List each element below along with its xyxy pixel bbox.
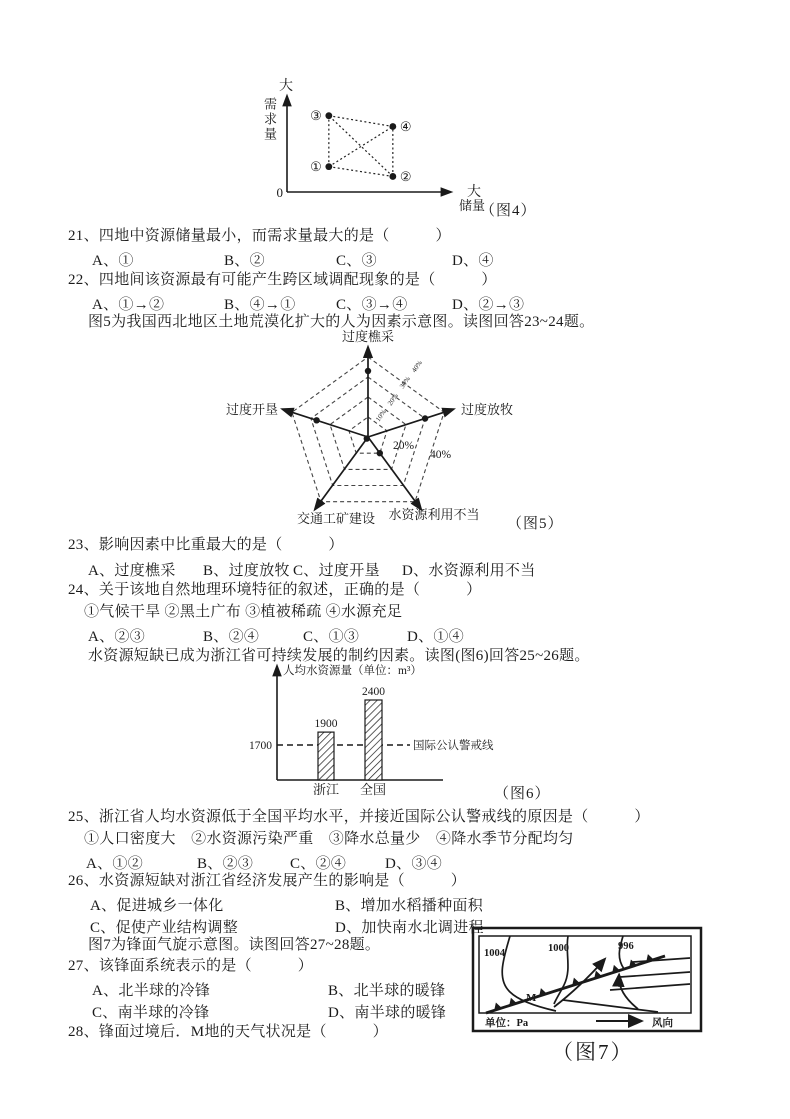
scatter-connection-line [329,126,393,166]
fig4-y-axis-label: 需求量 [262,97,277,142]
scatter-connection-line [329,116,393,127]
question-23-options [0,559,790,577]
q22-option-a: A、①→② [92,297,165,313]
q25-option-d: D、③④ [385,856,443,872]
fig6-category-zhejiang: 浙江 [312,782,340,797]
radar-label-bottom-right: 水资源利用不当 [388,507,480,522]
question-27-stem: 27、该锋面系统表示的是（ ） [68,958,314,974]
scatter-point-label: ④ [399,118,412,134]
radar-label-bottom-left: 交通工矿建设 [296,511,376,526]
figure5-intro: 图5为我国西北地区土地荒漠化扩大的人为因素示意图。读图回答23~24题。 [88,314,595,330]
q23-option-c: C、过度开垦 [293,563,380,579]
q26-option-d: D、加快南水北调进程 [335,920,484,936]
question-26-options-row1 [0,894,790,912]
wind-arrow-right [619,976,638,1009]
scatter-point-label: ① [310,159,322,175]
fig6-bar-zhejiang [318,732,334,780]
radar-ring-label-40: 40% [430,449,452,461]
q24-option-a: A、②③ [88,629,146,645]
fig7-point-m-label: M [526,992,537,1004]
radar-point-kaiken [313,417,319,423]
q21-option-a: A、① [92,253,134,269]
radar-point-fangmu [422,415,428,421]
radar-ring-label-20: 20% [393,440,415,452]
scatter-point-label: ② [399,168,412,184]
scatter-point [325,112,332,119]
q23-option-d: D、水资源利用不当 [402,563,536,579]
fig5-caption: （图5） [507,516,564,532]
q25-option-c: C、②④ [290,856,347,872]
q22-option-d: D、②→③ [452,297,525,313]
radar-point-qiaocai [365,368,371,374]
q21-option-d: D、④ [452,253,494,269]
q21-option-b: B、② [224,253,265,269]
fig7-unit-label: 单位：Pa [485,1018,529,1029]
svg-text:40%: 40% [410,359,425,375]
radar-sector-ring-labels [374,359,424,423]
svg-text:20%: 20% [386,392,401,408]
q25-option-b: B、②③ [197,856,254,872]
fig4-x-axis-label: 储量 [459,198,486,213]
question-25-subitems: ①人口密度大 ②水资源污染严重 ③降水总量少 ④降水季节分配均匀 [84,831,574,847]
q24-option-d: D、①④ [407,629,465,645]
question-28-stem: 28、锋面过境后．M地的天气状况是（ ） [68,1024,388,1040]
question-21-options [0,249,790,267]
question-21-stem: 21、四地中资源储量最小，而需求量最大的是（ ） [68,228,451,244]
fig6-value-national: 2400 [362,686,385,698]
q23-option-a: A、过度樵采 [88,563,176,579]
radar-point-shuiziyuan [377,450,383,456]
fig7-isobar-label-1000: 1000 [548,943,569,954]
fig6-axes [277,666,443,780]
q27-option-d: D、南半球的暖锋 [328,1005,447,1021]
fig6-warning-label: 国际公认警戒线 [413,740,494,752]
radar-label-top: 过度樵采 [341,329,395,344]
fig4-caption: （图4） [480,203,537,219]
question-26-stem: 26、水资源短缺对浙江省经济发展产生的影响是（ ） [68,873,467,889]
radar-label-left: 过度开垦 [225,402,278,417]
fig7-caption: （图7） [552,1040,634,1064]
scatter-point [389,173,396,180]
question-24-subitems: ①气候干旱 ②黑土广布 ③植被稀疏 ④水源充足 [84,604,403,620]
fig4-origin-label: 0 [276,185,283,200]
svg-text:10%: 10% [374,408,389,424]
q26-option-b: B、增加水稻播种面积 [335,898,484,914]
radar-label-right: 过度放牧 [461,402,514,417]
question-24-stem: 24、关于该地自然地理环境特征的叙述，正确的是（ ） [68,582,482,598]
q24-option-c: C、①③ [303,629,360,645]
scatter-point-label: ③ [310,108,322,124]
fig6-caption: （图6） [494,786,551,802]
fig6-y-axis-title: 人均水资源量（单位：m³） [283,665,422,677]
fig6-bar-national [365,700,382,780]
question-25-stem: 25、浙江省人均水资源低于全国平均水平，并接近国际公认警戒线的原因是（ ） [68,809,650,825]
fig5-radar-chart [200,326,580,532]
svg-text:30%: 30% [398,375,413,391]
fig7-wind-label: 风向 [652,1018,673,1029]
figure6-intro: 水资源短缺已成为浙江省可持续发展的制约因素。读图(图6)回答25~26题。 [88,648,590,664]
question-22-options [0,293,790,311]
fig4-y-max-label: 大 [279,79,293,94]
fig6-warning-value: 1700 [249,740,272,752]
fig6-value-zhejiang: 1900 [314,718,338,731]
q22-option-c: C、③→④ [336,297,408,313]
radar-point-jiaotong [364,435,370,441]
q25-option-a: A、①② [86,856,144,872]
fig7-front-diagram [468,925,708,1037]
question-23-stem: 23、影响因素中比重最大的是（ ） [68,537,344,553]
fig6-category-national: 全国 [359,782,387,797]
figure7-intro: 图7为锋面气旋示意图。读图回答27~28题。 [88,937,381,953]
scatter-point [389,123,396,130]
scatter-connection-line [329,167,393,177]
scatter-point [325,163,332,170]
q21-option-c: C、③ [336,253,377,269]
q22-option-b: B、④→① [224,297,296,313]
fig4-data-points [310,108,411,184]
q26-option-a: A、促进城乡一体化 [90,898,224,914]
fig7-isobar-label-1004: 1004 [484,948,505,959]
fig7-isobar-label-996: 996 [618,941,634,952]
q24-option-b: B、②④ [203,629,260,645]
question-25-options [0,852,790,870]
question-22-stem: 22、四地间该资源最有可能产生跨区域调配现象的是（ ） [68,272,497,288]
q26-option-c: C、促使产业结构调整 [90,920,239,936]
fig4-x-max-label: 大 [467,185,481,200]
q27-option-a: A、北半球的冷锋 [92,983,211,999]
q27-option-c: C、南半球的冷锋 [92,1005,210,1021]
question-24-options [0,625,790,643]
q23-option-b: B、过度放牧 [203,563,290,579]
q27-option-b: B、北半球的暖锋 [328,983,446,999]
